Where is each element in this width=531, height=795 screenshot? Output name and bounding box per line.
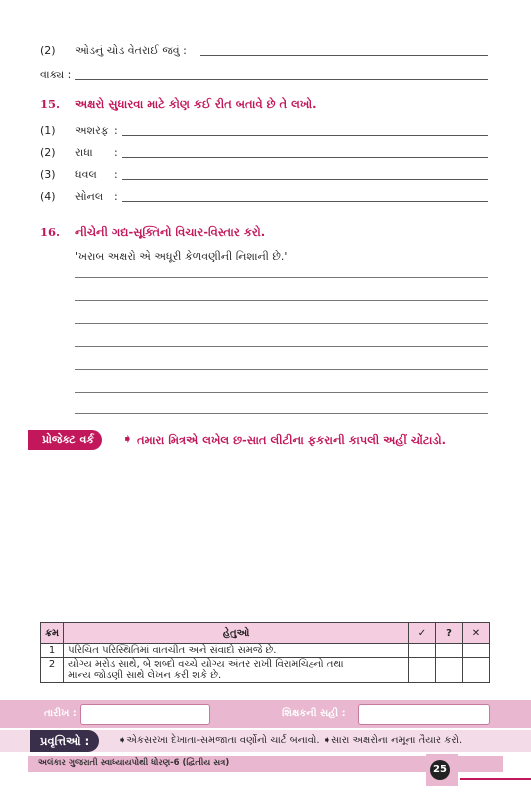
writing-line[interactable]: [75, 346, 488, 347]
project-work-label: પ્રોજેક્ટ વર્ક: [42, 433, 95, 446]
item-number: (3): [40, 168, 56, 181]
row-objective: પરિચિત પરિસ્થિતિમાં વાતચીત અને સંવાદો સમજે છે.: [64, 644, 409, 658]
answer-line[interactable]: [122, 179, 488, 180]
quote-text: 'ખરાબ અક્ષરો એ અધૂરી કેળવણીની નિશાની છે.': [75, 250, 288, 263]
answer-line[interactable]: [200, 55, 488, 56]
footer-rule: [460, 778, 531, 780]
row-number: 1: [41, 644, 64, 658]
book-title: અલંકાર ગુજરાતી સ્વાધ્યાયપોથી ધોરણ-6 (દ્વિતીય સત્ર): [38, 758, 230, 768]
table-row: [41, 658, 490, 683]
tick-cell[interactable]: [409, 658, 436, 683]
row-objective: [64, 658, 409, 683]
cross-icon: ✕: [463, 623, 490, 644]
writing-line[interactable]: [75, 392, 488, 393]
sentence-label: વાક્ય :: [40, 68, 72, 81]
column-header-number: ક્રમ: [41, 623, 64, 644]
row-objective-line: યોગ્ય મરોડ સાથે, બે શબ્દો વચ્ચે યોગ્ય અંતર રાખી વિરામચિહ્નો તથા: [68, 659, 344, 670]
tick-cell[interactable]: [409, 644, 436, 658]
writing-line[interactable]: [75, 277, 488, 278]
item-label: ઓડનું ચોડ વેતરાઈ જવું :: [75, 44, 187, 57]
question-mark-icon: ?: [436, 623, 463, 644]
date-field[interactable]: [80, 704, 210, 725]
question-text: નીચેની ગદ્ય-સૂક્તિનો વિચાર-વિસ્તાર કરો.: [75, 225, 266, 239]
project-work-text: તમારા મિત્રએ લખેલ છ-સાત લીટીના ફકરાની કાપલી અહીં ચોંટાડો.: [137, 433, 446, 447]
activities-text: ➧એકસરખા દેખાતા-સમજાતા વર્ણોનો ચાર્ટ બનાવો. ➧સારા અક્ષરોના નમૂના તૈયાર કરો.: [118, 735, 463, 746]
item-name: રાધા: [75, 146, 93, 159]
activities-label: પ્રવૃત્તિઓ :: [40, 734, 90, 748]
column-header-objectives: હેતુઓ: [64, 623, 409, 644]
item-separator: :: [114, 146, 118, 159]
row-objective-line: માન્ય જોડણી સાથે લેખન કરી શકે છે.: [68, 670, 222, 681]
project-work-tag: [28, 430, 102, 450]
date-label: તારીખ :: [44, 708, 77, 719]
activities-tag: [30, 730, 99, 752]
answer-line[interactable]: [122, 135, 488, 136]
cross-cell[interactable]: [463, 644, 490, 658]
question-text: અક્ષરો સુધારવા માટે કોણ કઈ રીત બતાવે છે તે લખો.: [75, 97, 317, 111]
answer-line[interactable]: [122, 157, 488, 158]
teacher-signature-field[interactable]: [358, 704, 490, 725]
item-number: (2): [40, 146, 56, 159]
item-number: (2): [40, 44, 56, 57]
writing-line[interactable]: [75, 413, 488, 414]
item-separator: :: [114, 168, 118, 181]
writing-line[interactable]: [75, 300, 488, 301]
item-number: (4): [40, 190, 56, 203]
item-name: સોનલ: [75, 190, 104, 203]
item-name: ધવલ: [75, 168, 97, 181]
cross-cell[interactable]: [463, 658, 490, 683]
question-number: 16.: [40, 225, 61, 239]
table-row: [41, 644, 490, 658]
answer-line[interactable]: [122, 201, 488, 202]
item-separator: :: [114, 190, 118, 203]
item-number: (1): [40, 124, 56, 137]
question-cell[interactable]: [436, 644, 463, 658]
teacher-signature-label: શિક્ષકની સહી :: [282, 708, 346, 719]
tick-icon: ✓: [409, 623, 436, 644]
evaluation-table: [40, 622, 490, 683]
item-separator: :: [114, 124, 118, 137]
answer-line[interactable]: [75, 79, 488, 80]
row-number: 2: [41, 658, 64, 683]
writing-line[interactable]: [75, 323, 488, 324]
table-header-row: [41, 623, 490, 644]
question-cell[interactable]: [436, 658, 463, 683]
item-name: અશરફ: [75, 124, 109, 137]
arrow-icon: ➧: [122, 432, 133, 447]
page-number: 25: [430, 760, 450, 780]
question-number: 15.: [40, 97, 61, 111]
writing-line[interactable]: [75, 369, 488, 370]
